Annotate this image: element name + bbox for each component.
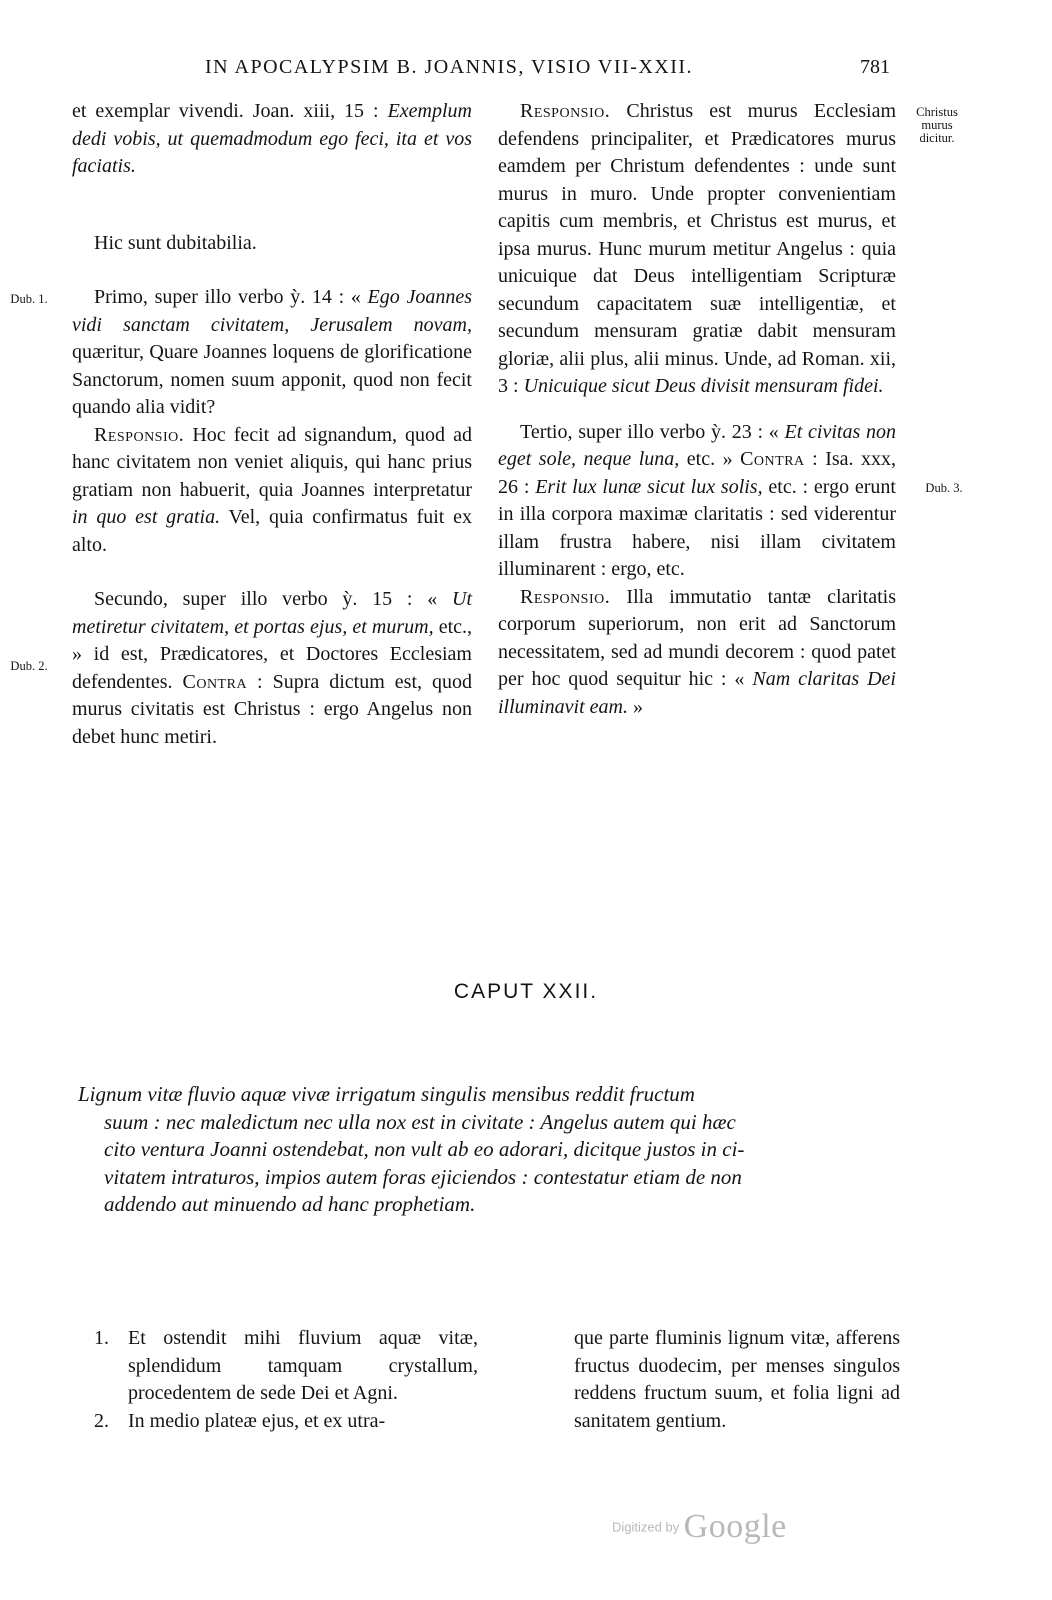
exemplar-paragraph xyxy=(72,98,472,181)
page-header xyxy=(0,56,1052,86)
dub3-isaiah-quote: Erit lux lunæ sicut lux solis, xyxy=(535,475,763,498)
summary-line-1: Lignum vitæ fluvio aquæ vivæ irrigatum singulis mensibus reddit fructum xyxy=(78,1082,695,1106)
verses-left-column xyxy=(76,1325,478,1435)
resp3-paragraph xyxy=(498,584,896,722)
dub2-paragraph xyxy=(72,586,472,751)
resp3-label: Responsio. xyxy=(520,585,611,608)
verse-number: 1. xyxy=(94,1327,109,1349)
resp3-quote: Nam claritas Dei illuminavit eam. xyxy=(498,668,896,718)
resp1-tail: Vel, quia confirmatus fuit ex alto. xyxy=(72,506,472,556)
chapter-summary xyxy=(78,1081,902,1219)
verse-2-continued: que parte fluminis lignum vitæ, afferens fructus duodecim, per menses singulos reddens fructum suum, et folia ligni ad sanitatem gentium. xyxy=(574,1327,900,1432)
digitized-by-text: Digitized by xyxy=(612,1519,680,1535)
dub3-reference: : Isa. xxx, 26 : xyxy=(498,448,896,498)
dub1-quote: Ego Joannes vidi sanctam civitatem, Jerusalem novam, xyxy=(72,286,472,336)
summary-line-3: cito ventura Joanni ostendebat, non vult ab eo adorari, dicitque justos in ci- xyxy=(104,1137,745,1161)
resp2-label: Responsio. xyxy=(520,100,611,122)
resp2-paragraph xyxy=(498,98,896,401)
summary-line-4: vitatem intraturos, impios autem foras ejiciendos : contestatur etiam de non xyxy=(104,1164,742,1189)
resp2-quote: Unicuique sicut Deus divisit mensuram fidei. xyxy=(523,375,884,397)
dub1-paragraph xyxy=(72,284,472,422)
resp3-text: Illa immutatio tantæ claritatis corporum superiorum, non erit ad Sanctorum necessitatem, sed ad mundi decorem : quod patet per hoc quod sequitur hic : « xyxy=(498,585,896,690)
christus-word: Christus xyxy=(916,105,958,119)
verse-text: Et ostendit mihi fluvium aquæ vitæ, splendidum tamquam crystallum, procedentem de sede Dei et Agni. xyxy=(128,1327,478,1404)
google-logo: Google xyxy=(683,1508,787,1545)
dub3-objection: etc. : ergo erunt in illa corpora maximæ claritatis : sed viderentur illam frustra habere, nisi illam civitatem illuminarent : ergo, etc. xyxy=(498,475,896,580)
margin-note-dub3: Dub. 3. xyxy=(925,481,963,495)
dub1-intro: Primo, super illo verbo ỳ. 14 : « xyxy=(94,286,368,308)
resp3-close: » xyxy=(627,695,643,718)
verse-number: 2. xyxy=(94,1409,109,1432)
dub2-objection: : Supra dictum est, quod murus civitatis est Christus : ergo Angelus non debet hunc metiri. xyxy=(72,670,472,748)
dub1-question: quæritur, Quare Joannes loquens de glorificatione Sanctorum, nomen suum apponit, quod non fecit quando alia vidit? xyxy=(72,341,472,418)
verses-right-column xyxy=(574,1325,900,1435)
dicitur-word: dicitur. xyxy=(919,131,955,145)
resp2-text: Christus est murus Ecclesiam defendens principaliter, et Prædicatores murus eamdem per Christum defendentes : unde sunt murus in muro. Unde propter convenientiam capitis cum membris, et Christus est murus, et ipsa murus. Hunc murum metitur Angelus : quia unicuique dat Deus intelligentiam Scripturæ secundum capacitatem suæ intelligentiæ, et secundum mensuram gratiæ dabit mensuram gloriæ, alii plus, alii minus. Unde, ad Roman. xii, 3 : xyxy=(498,100,896,397)
digitized-watermark xyxy=(612,1508,787,1546)
dub3-contra: Contra xyxy=(740,448,805,470)
page-number: 781 xyxy=(860,56,890,78)
chapter-heading: CAPUT XXII. xyxy=(453,980,599,1003)
dub2-contra: Contra xyxy=(182,670,248,693)
dub3-intro: Tertio, super illo verbo ỳ. 23 : « xyxy=(520,420,785,443)
resp1-text: Hoc fecit ad signandum, quod ad hanc civitatem non veniet aliquis, qui hanc prius gratiam non habuerit, quia Joannes interpretatur xyxy=(72,423,472,501)
dub2-quote: Ut metiretur civitatem, et portas ejus, et murum, xyxy=(72,588,472,638)
summary-line-2: suum : nec maledictum nec ulla nox est in civitate : Angelus autem qui hæc xyxy=(104,1109,736,1134)
dub3-paragraph xyxy=(498,419,896,584)
summary-line-5: addendo aut minuendo ad hanc prophetiam. xyxy=(104,1192,476,1216)
resp1-label: Responsio. xyxy=(94,423,185,446)
verse-1 xyxy=(76,1325,478,1408)
resp1-quote: in quo est gratia. xyxy=(72,506,221,528)
dubitabilia-heading: Hic sunt dubitabilia. xyxy=(94,231,257,254)
margin-note-dub2: Dub. 2. xyxy=(10,659,48,673)
margin-note-dub1: Dub. 1. xyxy=(10,292,48,306)
verse-text: In medio plateæ ejus, et ex utra- xyxy=(128,1409,386,1432)
dub2-intro: Secundo, super illo verbo ỳ. 15 : « xyxy=(94,588,452,610)
right-column xyxy=(498,98,896,721)
exemplar-text: et exemplar vivendi. Joan. xiii, 15 : xyxy=(72,100,388,122)
dub3-etc: etc. » xyxy=(679,448,741,470)
running-title: IN APOCALYPSIM B. JOANNIS, VISIO VII-XXII. xyxy=(205,56,694,78)
dub3-quote: Et civitas non eget sole, neque luna, xyxy=(498,420,897,470)
resp1-paragraph xyxy=(72,422,472,560)
dub2-text: etc., » id est, Prædicatores, et Doctores Ecclesiam defendentes. xyxy=(72,615,473,693)
verse-2 xyxy=(76,1408,478,1436)
margin-note-christus xyxy=(900,106,974,145)
left-column xyxy=(72,98,472,751)
exemplar-quote: Exemplum dedi vobis, ut quemadmodum ego feci, ita et vos faciatis. xyxy=(72,100,472,177)
murus-word: murus xyxy=(921,118,953,132)
